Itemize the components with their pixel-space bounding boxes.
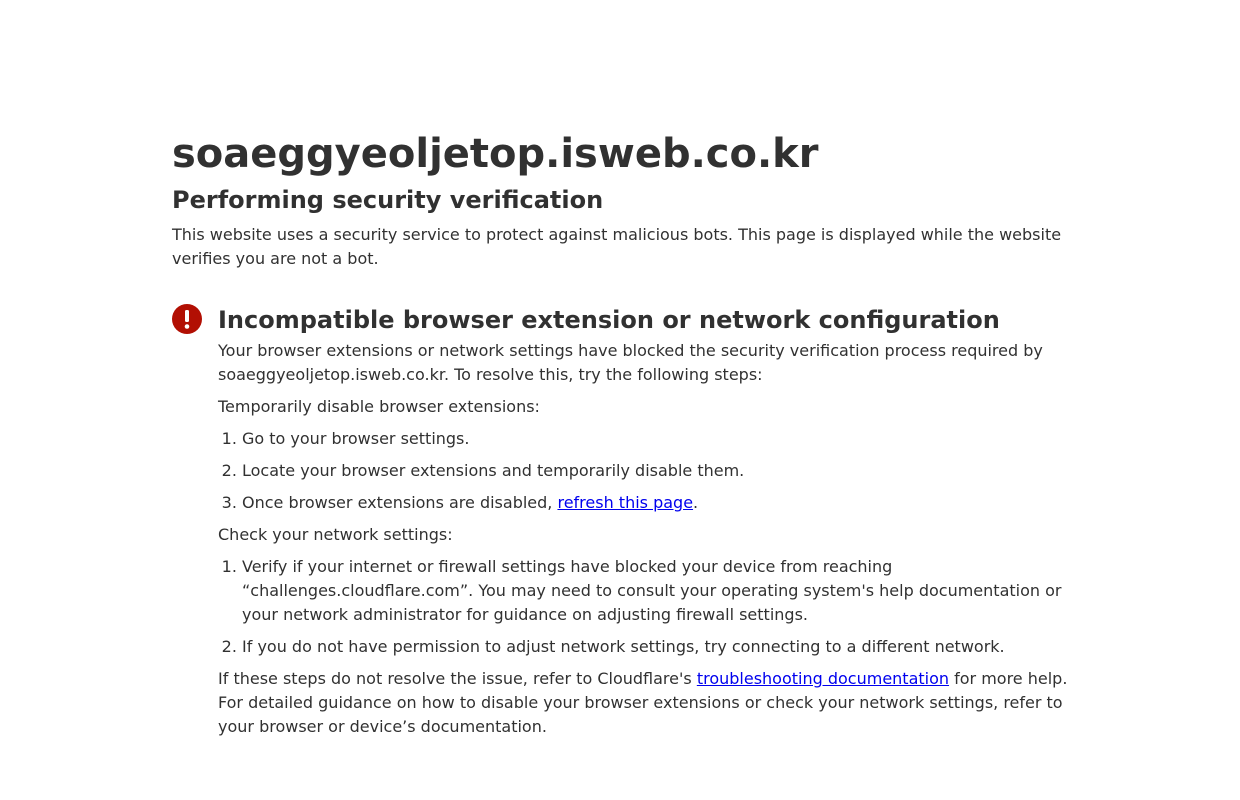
page-heading: Performing security verification xyxy=(172,186,604,214)
list-item: 2. If you do not have permission to adjust network settings, try connecting to a different network. xyxy=(242,635,1072,659)
list-item: 1. Go to your browser settings. xyxy=(242,427,1072,451)
footer-text-end: for more help. For detailed guidance on how to disable your browser extensions or check your network settings, refer to your browser or device’s documentation. xyxy=(218,669,1068,736)
list-item: 2. Locate your browser extensions and temporarily disable them. xyxy=(242,459,1072,483)
site-title: soaeggyeoljetop.isweb.co.kr xyxy=(172,131,819,177)
extensions-heading: Temporarily disable browser extensions: xyxy=(218,397,540,416)
help-footer xyxy=(218,667,1072,739)
step-punctuation: . xyxy=(693,493,699,512)
error-title: Incompatible browser extension or network configuration xyxy=(218,306,1000,334)
list-item: 1. Verify if your internet or firewall settings have blocked your device from reaching “challenges.cloudflare.com”. You may need to consult your operating system's help documentation or your network administrator for guidance on adjusting firewall settings. xyxy=(242,555,1072,627)
network-steps-list xyxy=(218,555,1072,659)
error-description: Your browser extensions or network settings have blocked the security verification process required by soaeggyeoljetop.isweb.co.kr. To resolve this, try the following steps: xyxy=(218,341,1043,384)
footer-text: If these steps do not resolve the issue, refer to Cloudflare's xyxy=(218,669,697,688)
intro-text: This website uses a security service to protect against malicious bots. This page is displayed while the website verifies you are not a bot. xyxy=(172,225,1062,268)
list-item xyxy=(242,491,1072,515)
troubleshooting-documentation-link[interactable]: troubleshooting documentation xyxy=(696,669,950,688)
exclamation-circle-icon xyxy=(172,304,202,334)
step-text: Once browser extensions are disabled, xyxy=(242,493,558,512)
extension-steps-list xyxy=(218,427,1072,515)
main-content xyxy=(172,128,1072,739)
refresh-page-link[interactable]: refresh this page xyxy=(557,493,694,512)
error-section xyxy=(172,304,1072,739)
network-heading: Check your network settings: xyxy=(218,525,453,544)
